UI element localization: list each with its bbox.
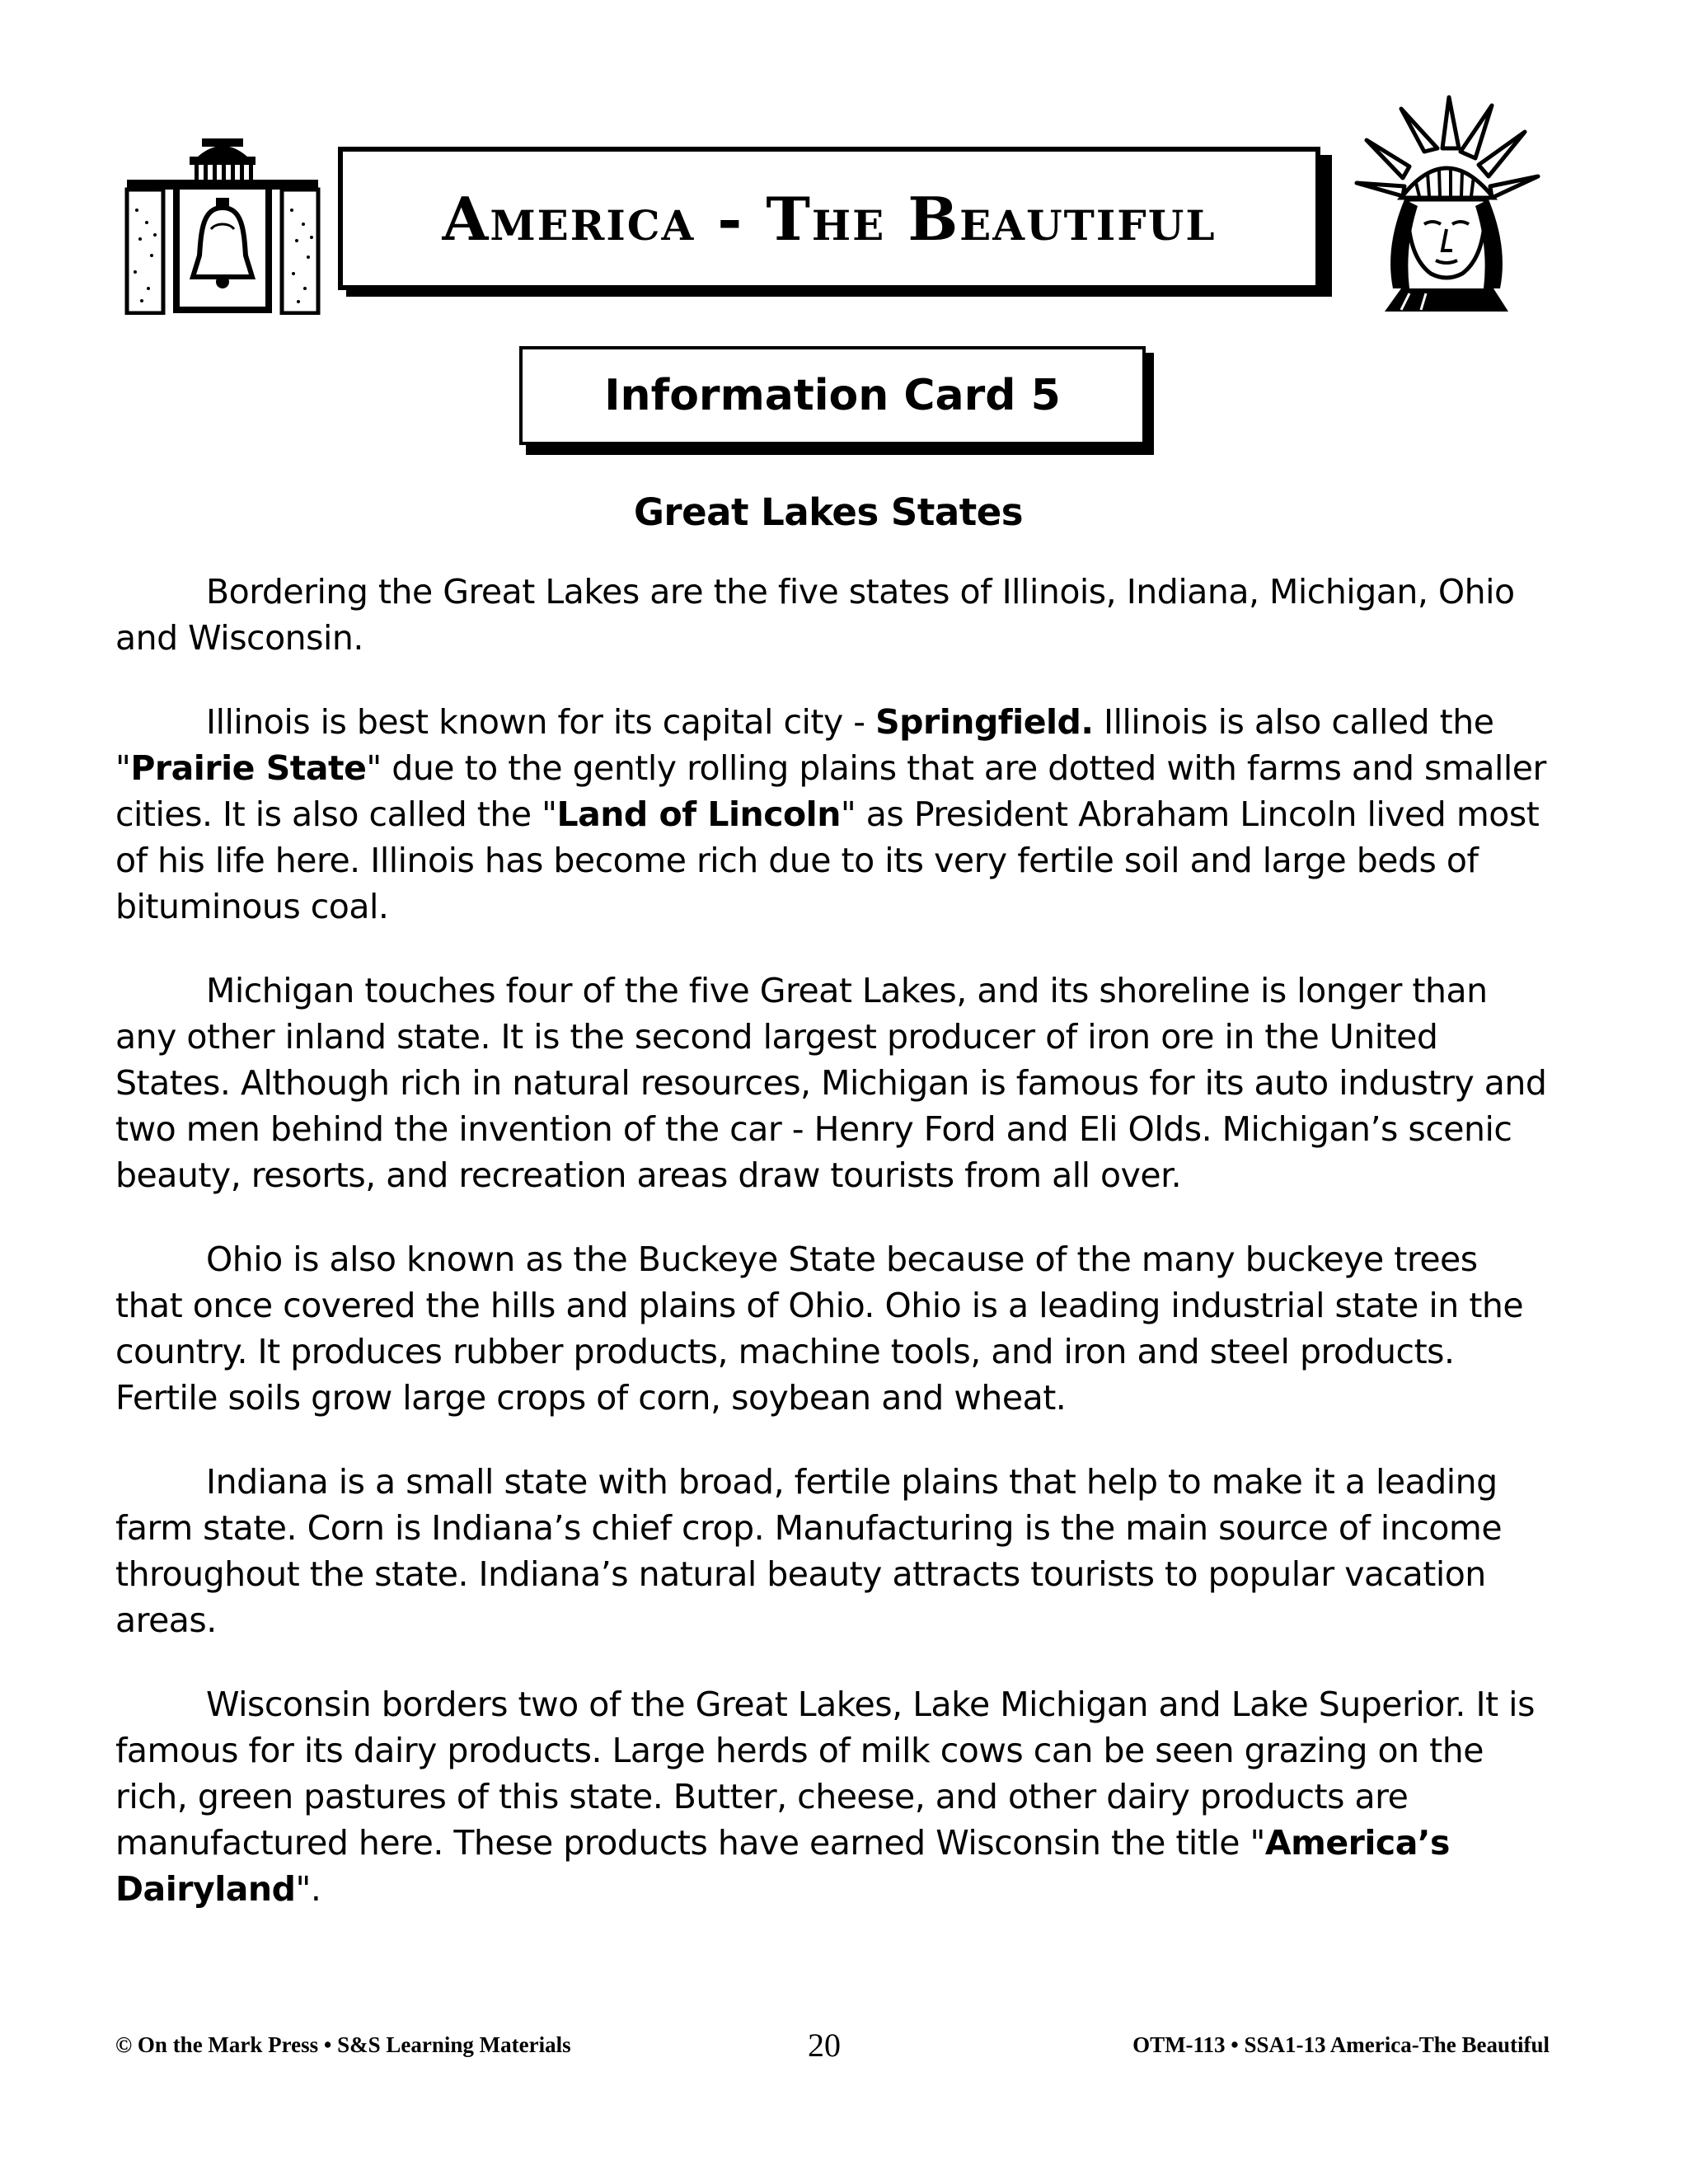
text-run: Indiana is a small state with broad, fertile plains that help to make it a leading farm state. Corn is Indiana’s chief crop. Manufacturing is the main source of income throughout the state. Indiana’s natural beauty attracts tourists to popular vacation areas. xyxy=(115,1462,1503,1640)
text-run: Illinois is best known for its capital city - xyxy=(206,702,876,742)
text-run: Wisconsin borders two of the Great Lakes, Lake Michigan and Lake Superior. It is famous for its dairy products. Large herds of milk cows can be seen grazing on the rich, green pastures of this state. Butter, cheese, and other dairy products are manufactured here. These products have earned Wisconsin the title " xyxy=(115,1685,1535,1863)
highlight-springfield: Springfield. xyxy=(875,702,1094,742)
highlight-land-of-lincoln: Land of Lincoln xyxy=(556,794,841,834)
liberty-bell-icon xyxy=(124,132,321,315)
text-run: Bordering the Great Lakes are the five states of Illinois, Indiana, Michigan, Ohio and Wisconsin. xyxy=(115,572,1515,658)
info-card-banner xyxy=(519,346,1158,457)
paragraph-intro xyxy=(115,569,1550,661)
page-footer xyxy=(115,2026,1550,2067)
paragraph-illinois xyxy=(115,699,1550,930)
footer-copyright: © On the Mark Press • S&S Learning Materials xyxy=(115,2032,571,2057)
text-run: " as President Abraham Lincoln lived most of his life here. Illinois has become rich due to its very fertile soil and large beds of bituminous coal. xyxy=(115,794,1540,926)
info-card-label: Information Card 5 xyxy=(604,371,1061,420)
text-run: " due to the gently rolling plains that are dotted with farms and smaller cities. It is also called the " xyxy=(115,748,1546,834)
paragraph-indiana xyxy=(115,1459,1550,1643)
banner-shadow xyxy=(1320,155,1332,295)
statue-of-liberty-icon xyxy=(1352,91,1541,313)
card-shadow xyxy=(526,443,1154,455)
title-banner xyxy=(338,147,1335,303)
text-run: ". xyxy=(295,1869,321,1909)
highlight-prairie-state: Prairie State xyxy=(130,748,367,788)
section-title: Great Lakes States xyxy=(633,490,1024,534)
footer-product-code: OTM-113 • SSA1-13 America-The Beautiful xyxy=(1132,2032,1550,2057)
paragraph-michigan xyxy=(115,968,1550,1198)
highlight-americas-dairyland: America’s Dairyland xyxy=(115,1823,1450,1909)
text-run: Michigan touches four of the five Great Lakes, and its shoreline is longer than any other inland state. It is the second largest producer of iron ore in the United States. Although rich in natural resources, Michigan is famous for its auto industry and two men behind the invention of the car - Henry Ford and Eli Olds. Michigan’s scenic beauty, resorts, and recreation areas draw tourists from all over. xyxy=(115,971,1547,1195)
page-number: 20 xyxy=(808,2027,841,2064)
text-run: Illinois is also called the " xyxy=(115,702,1494,788)
text-run: Ohio is also known as the Buckeye State because of the many buckeye trees that once covered the hills and plains of Ohio. Ohio is a leading industrial state in the country. It produces rubber products, machine tools, and iron and steel products. Fertile soils grow large crops of corn, soybean and wheat. xyxy=(115,1240,1524,1418)
content-body xyxy=(115,569,1550,1950)
paragraph-ohio xyxy=(115,1236,1550,1421)
paragraph-wisconsin xyxy=(115,1681,1550,1912)
page-title: America - The Beautiful xyxy=(442,183,1217,254)
